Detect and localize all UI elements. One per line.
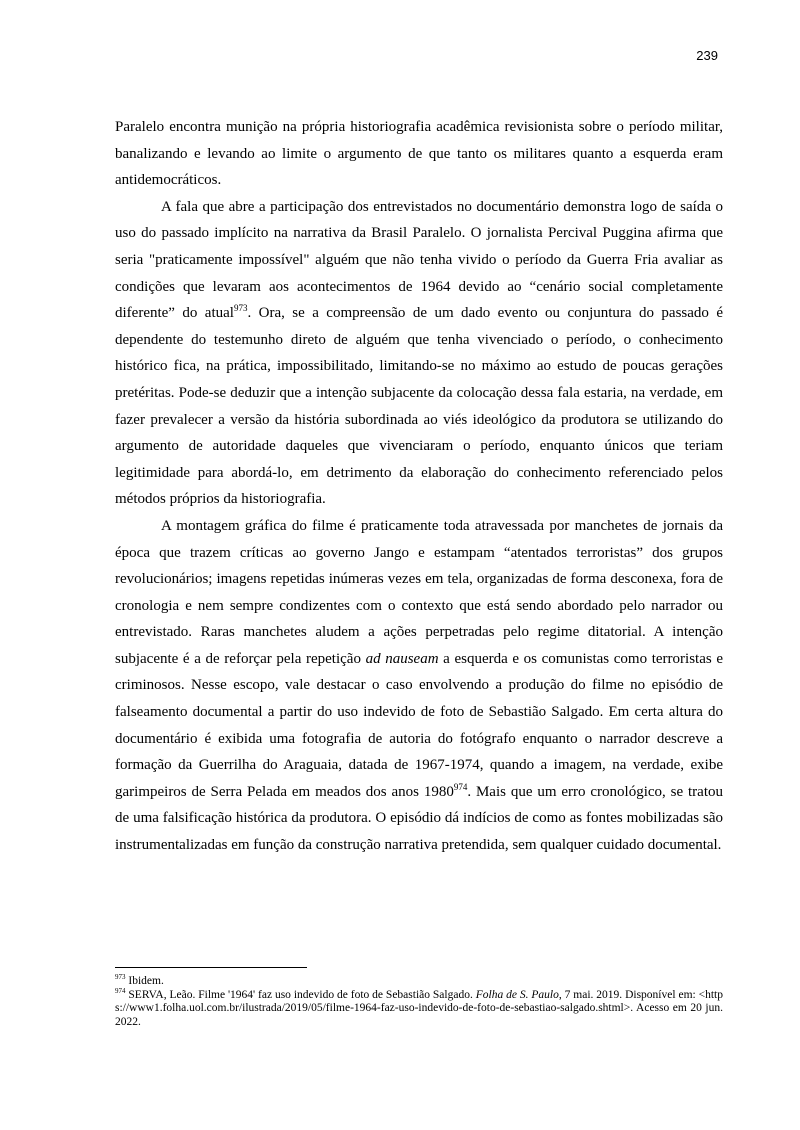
footnote-text: Ibidem. bbox=[125, 975, 164, 987]
paragraph-3-text-b: a esquerda e os comunistas como terroristas e criminosos. Nesse escopo, vale destacar o caso envolvendo a produção do filme no episódio de falseamento documental a partir do uso indevido de foto de Sebastião Salgado. Em certa altura do documentário é exibida uma fotografia de autoria do fotógrafo enquanto o narrador descreve a formação da Guerrilha do Araguaia, datada de 1967-1974, quando a imagem, na verdade, exibe garimpeiros de Serra Pelada em meados dos anos 1980 bbox=[115, 650, 723, 800]
body-text bbox=[115, 114, 723, 859]
paragraph-2-text-b: . Ora, se a compreensão de um dado evento ou conjuntura do passado é dependente do testemunho direto de alguém que tenha vivenciado o período, o conhecimento histórico fica, na prática, impossibilitado, limitando-se no máximo ao estudo de poucas gerações pretéritas. Pode-se deduzir que a intenção subjacente da colocação dessa fala estaria, na verdade, em fazer prevalecer a versão da história subordinada ao viés ideológico da produtora se utilizando do argumento de autoridade daqueles que vivenciaram o período, enquanto únicos que teriam legitimidade para abordá-lo, em detrimento da elaboração do conhecimento referenciado pelos métodos próprios da historiografia. bbox=[115, 305, 724, 508]
footnote-ref-974[interactable]: 974 bbox=[453, 781, 468, 792]
footnote-text-b: , 7 mai. 2019. Disponível em: bbox=[558, 988, 699, 1001]
footnote-ref-973[interactable]: 973 bbox=[233, 303, 248, 314]
footnote-text-c: . Acesso em 20 jun. 2022. bbox=[115, 1002, 723, 1028]
footnote-divider bbox=[115, 967, 307, 968]
paragraph-2 bbox=[115, 194, 723, 513]
paragraph-3-text-a: A montagem gráfica do filme é praticamente toda atravessada por manchetes de jornais da época que trazem críticas ao governo Jango e estampam “atentados terroristas” dos grupos revolucionários; imagens repetidas inúmeras vezes em tela, organizadas de forma desconexa, fora de cronologia e nem sempre condizentes com o contexto que está sendo abordado pelo narrador ou entrevistado. Raras manchetes aludem a ações perpetradas pelo regime ditatorial. A intenção subjacente é a de reforçar pela repetição bbox=[115, 517, 723, 667]
footnotes bbox=[115, 975, 723, 1029]
footnote-973 bbox=[115, 975, 723, 989]
page-number: 239 bbox=[696, 48, 718, 63]
paragraph-3 bbox=[115, 513, 723, 859]
paragraph-3-text-c: . Mais que um erro cronológico, se tratou de uma falsificação histórica da produtora. O episódio dá indícios de como as fontes mobilizadas são instrumentalizadas em função da construção narrativa pretendida, sem qualquer cuidado documental. bbox=[115, 783, 723, 854]
paragraph-2-text-a: A fala que abre a participação dos entrevistados no documentário demonstra logo de saída o uso do passado implícito na narrativa da Brasil Paralelo. O jornalista Percival Puggina afirma que seria "praticamente impossível" alguém que não tenha vivido o período da Guerra Fria avaliar as condições que levaram aos acontecimentos de 1964 devido ao “cenário social completamente diferente” do atual bbox=[115, 198, 723, 322]
footnote-number: 974 bbox=[115, 986, 126, 995]
footnote-source-title: Folha de S. Paulo bbox=[475, 988, 559, 1001]
paragraph-1: Paralelo encontra munição na própria historiografia acadêmica revisionista sobre o período militar, banalizando e levando ao limite o argumento de que tanto os militares quanto a esquerda eram antidemocráticos. bbox=[115, 119, 723, 189]
footnote-url-link[interactable]: <https://www1.folha.uol.com.br/ilustrada/2019/05/filme-1964-faz-uso-indevido-de-foto-de-sebastiao-salgado.shtml> bbox=[115, 988, 723, 1015]
footnote-974 bbox=[115, 986, 723, 1030]
paragraph-3-italic: ad nauseam bbox=[365, 650, 439, 667]
footnote-number: 973 bbox=[115, 973, 126, 982]
footnote-text-a: SERVA, Leão. Filme '1964' faz uso indevido de foto de Sebastião Salgado. bbox=[125, 988, 476, 1001]
